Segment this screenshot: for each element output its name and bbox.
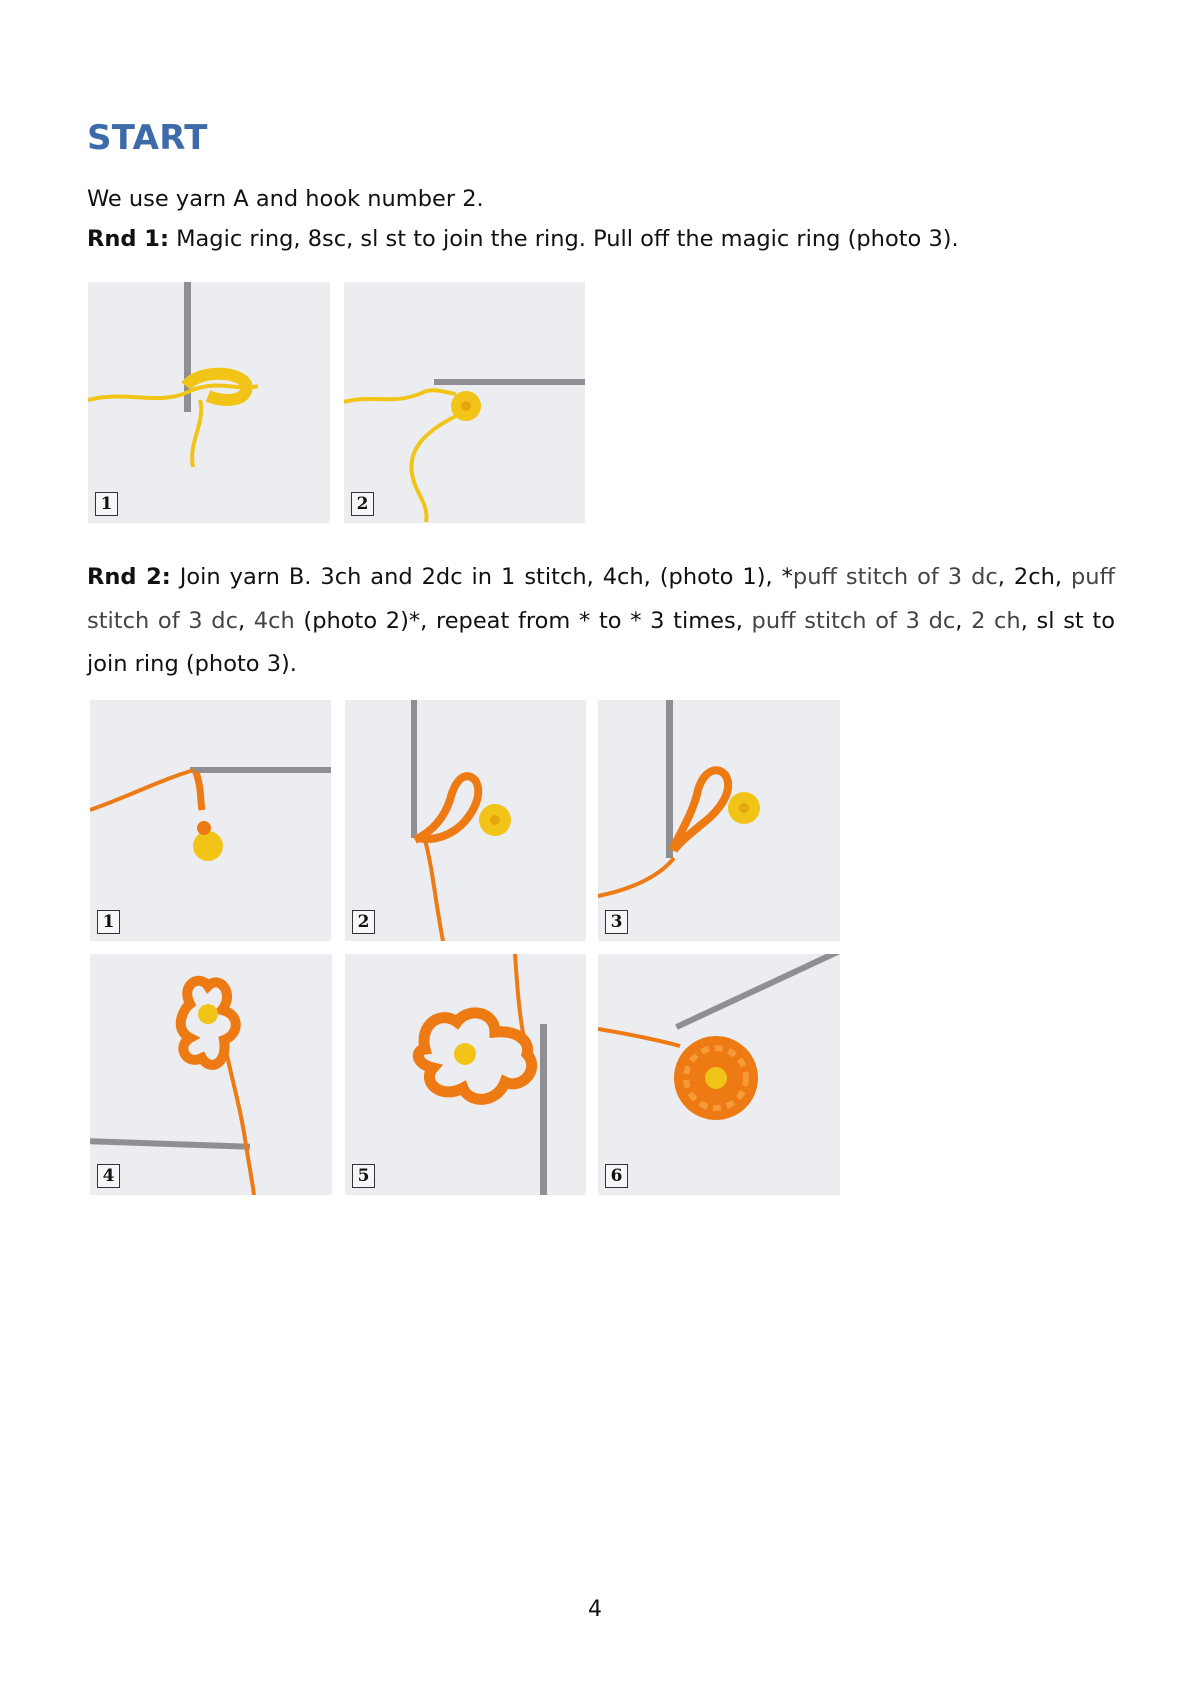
round-2-text: , xyxy=(955,607,972,634)
section-title: START xyxy=(87,118,208,158)
round-2-instructions xyxy=(87,556,1115,687)
photo-number-badge: 3 xyxy=(605,910,628,934)
photo-number-badge: 6 xyxy=(605,1164,628,1188)
page-number: 4 xyxy=(588,1597,602,1622)
round-2-text: , xyxy=(237,607,254,634)
round-2-text: , sl st to join ring (photo 3). xyxy=(87,607,1116,677)
round-2-text: , 2ch, xyxy=(997,564,1071,590)
photo-number-badge: 4 xyxy=(97,1164,120,1188)
rnd1-photo-1 xyxy=(88,282,330,523)
rnd2-photo-1 xyxy=(90,700,331,941)
rnd1-photo-2 xyxy=(344,282,585,523)
photo-number-badge: 1 xyxy=(97,910,120,934)
photo-illustration xyxy=(345,700,586,941)
photo-illustration xyxy=(90,700,331,941)
round-1-text: Magic ring, 8sc, sl st to join the ring. Pull off the magic ring (photo 3). xyxy=(168,226,959,252)
rnd2-photo-4 xyxy=(90,954,332,1195)
photo-illustration xyxy=(598,700,840,941)
round-2-text: 2 ch xyxy=(971,607,1021,634)
photo-illustration xyxy=(90,954,332,1195)
photo-number-badge: 1 xyxy=(95,492,118,516)
rnd2-photo-6 xyxy=(598,954,840,1195)
photo-number-badge: 5 xyxy=(352,1164,375,1188)
round-1-instructions xyxy=(87,218,959,262)
rnd2-photo-3 xyxy=(598,700,840,941)
rnd2-photo-5 xyxy=(345,954,586,1195)
round-2-text: 4ch xyxy=(253,607,295,634)
round-2-text: Join yarn B. 3ch and 2dc in 1 stitch, 4ch, (photo 1), * xyxy=(170,564,793,590)
round-1-label: Rnd 1: xyxy=(87,226,169,252)
photo-number-badge: 2 xyxy=(351,492,374,516)
photo-illustration xyxy=(345,954,586,1195)
photo-illustration xyxy=(598,954,840,1195)
photo-illustration xyxy=(88,282,330,523)
round-2-text: puff stitch of 3 dc xyxy=(751,607,956,634)
round-2-label: Rnd 2: xyxy=(87,564,171,590)
photo-number-badge: 2 xyxy=(352,910,375,934)
intro-text: We use yarn A and hook number 2. xyxy=(87,186,484,212)
rnd2-photo-2 xyxy=(345,700,586,941)
round-2-text: puff stitch of 3 dc xyxy=(792,564,998,590)
round-2-text: puff stitch of 3 dc xyxy=(87,564,1116,634)
photo-illustration xyxy=(344,282,585,523)
round-2-text: (photo 2)*, repeat from * to * 3 times, xyxy=(294,607,752,634)
